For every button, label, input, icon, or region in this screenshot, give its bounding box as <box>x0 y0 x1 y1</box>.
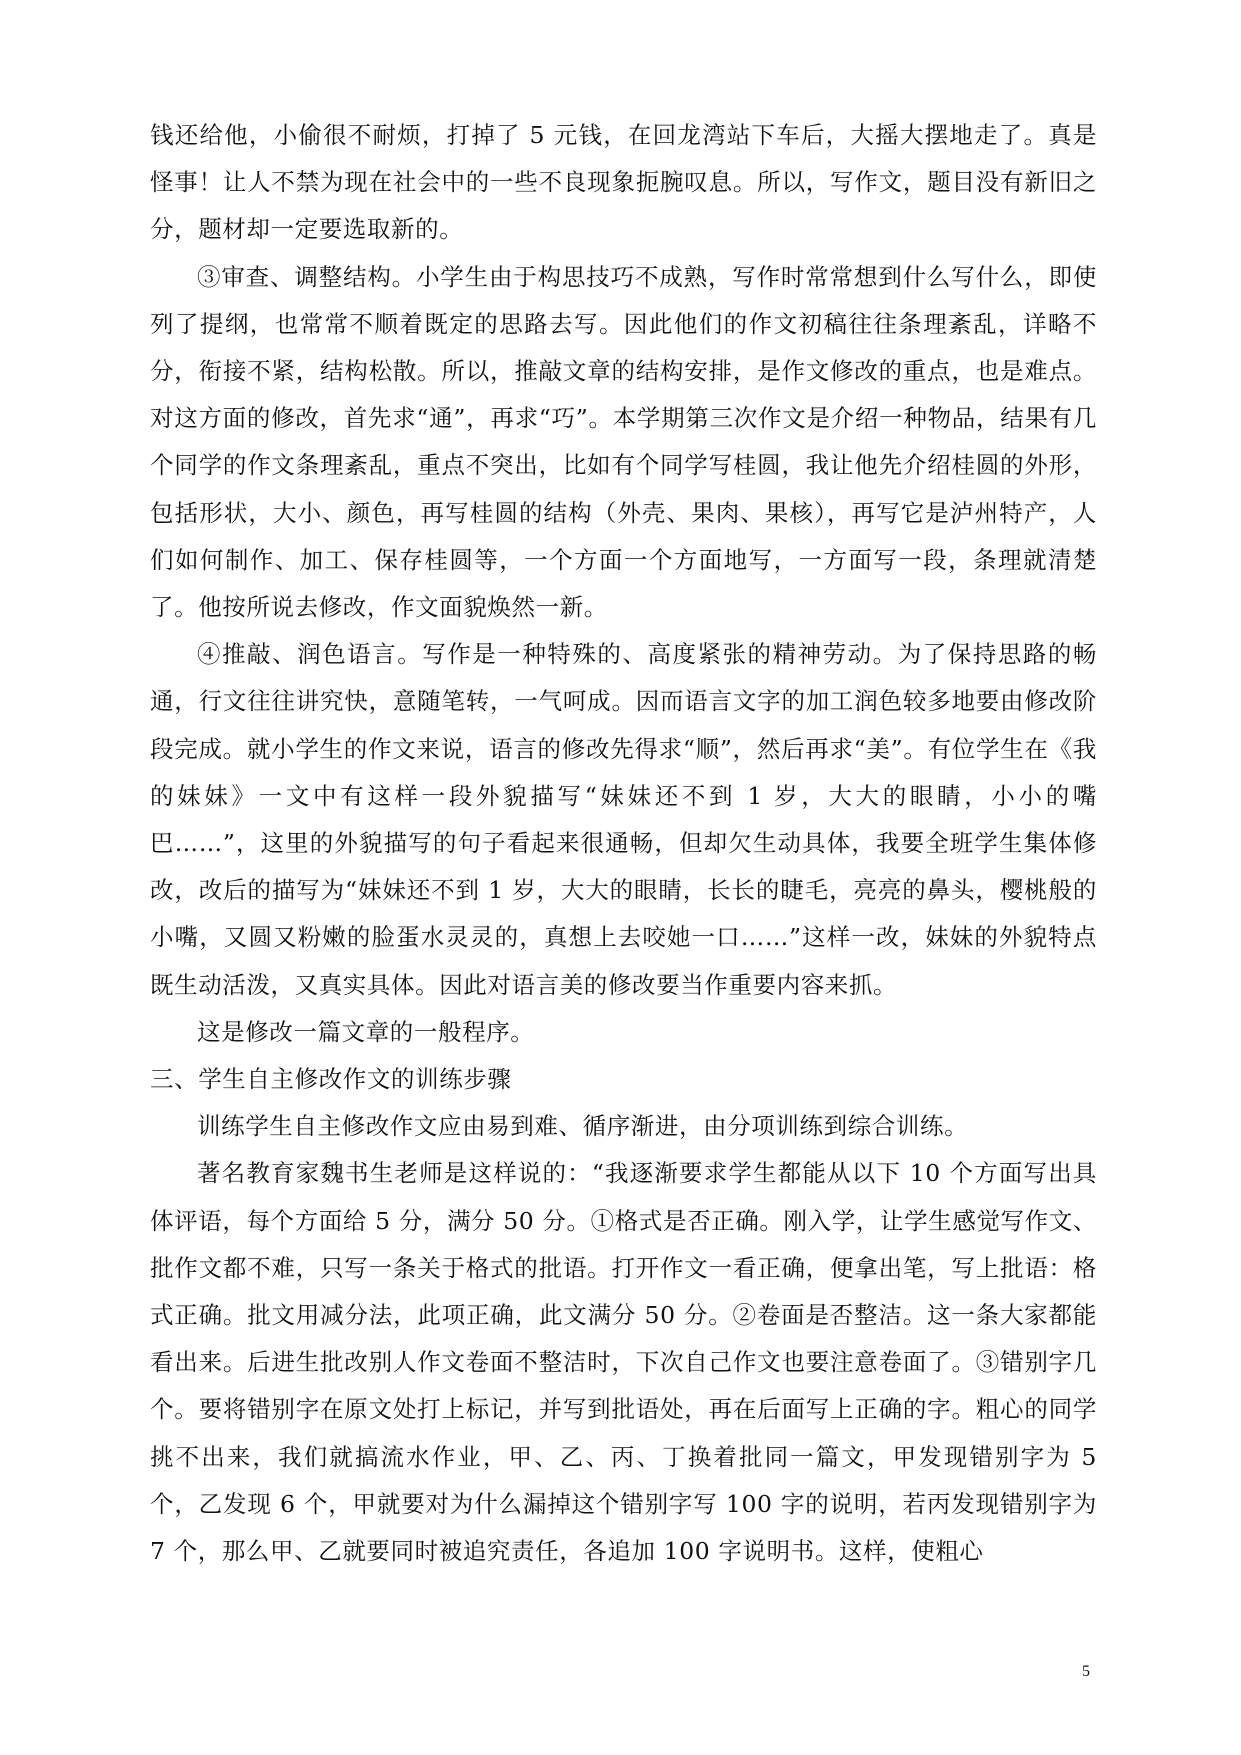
document-page <box>150 112 1097 1575</box>
paragraph-3: ④推敲、润色语言。写作是一种特殊的、高度紧张的精神劳动。为了保持思路的畅通，行文往往讲究快，意随笔转，一气呵成。因而语言文字的加工润色较多地要由修改阶段完成。就小学生的作文来说，语言的修改先得求“顺”，然后再求“美”。有位学生在《我的妹妹》一文中有这样一段外貌描写“妹妹还不到 1 岁，大大的眼睛，小小的嘴巴……”，这里的外貌描写的句子看起来很通畅，但却欠生动具体，我要全班学生集体修改，改后的描写为“妹妹还不到 1 岁，大大的眼睛，长长的睫毛，亮亮的鼻头，樱桃般的小嘴，又圆又粉嫩的脸蛋水灵灵的，真想上去咬她一口……”这样一改，妹妹的外貌特点既生动活泼，又真实具体。因此对语言美的修改要当作重要内容来抓。 <box>150 640 1097 999</box>
paragraph-2: ③审查、调整结构。小学生由于构思技巧不成熟，写作时常常想到什么写什么，即使列了提纲，也常常不顺着既定的思路去写。因此他们的作文初稿往往条理紊乱，详略不分，衔接不紧，结构松散。所以，推敲文章的结构安排，是作文修改的重点，也是难点。对这方面的修改，首先求“通”，再求“巧”。本学期第三次作文是介绍一种物品，结果有几个同学的作文条理紊乱，重点不突出，比如有个同学写桂圆，我让他先介绍桂圆的外形，包括形状，大小、颜色，再写桂圆的结构（外壳、果肉、果核），再写它是泸州特产，人们如何制作、加工、保存桂圆等，一个方面一个方面地写，一方面写一段，条理就清楚了。他按所说去修改，作文面貌焕然一新。 <box>150 262 1097 622</box>
page-number: 5 <box>1082 1663 1090 1680</box>
paragraph-4: 这是修改一篇文章的一般程序。 <box>197 1017 535 1046</box>
paragraph-5: 训练学生自主修改作文应由易到难、循序渐进，由分项训练到综合训练。 <box>197 1112 969 1141</box>
section-heading: 三、学生自主修改作文的训练步骤 <box>150 1065 512 1094</box>
paragraph-6: 著名教育家魏书生老师是这样说的：“我逐渐要求学生都能从以下 10 个方面写出具体评语，每个方面给 5 分，满分 50 分。①格式是否正确。刚入学，让学生感觉写作文、批作文都不难，只写一条关于格式的批语。打开作文一看正确，便拿出笔，写上批语：格式正确。批文用减分法，此项正确，此文满分 50 分。②卷面是否整洁。这一条大家都能看出来。后进生批改别人作文卷面不整洁时，下次自己作文也要注意卷面了。③错别字几个。要将错别字在原文处打上标记，并写到批语处，再在后面写上正确的字。粗心的同学挑不出来，我们就搞流水作业，甲、乙、丙、丁换着批同一篇文，甲发现错别字为 5 个，乙发现 6 个，甲就要对为什么漏掉这个错别字写 100 字的说明，若丙发现错别字为 7 个，那么甲、乙就要同时被追究责任，各追加 100 字说明书。这样，使粗心 <box>150 1159 1097 1566</box>
paragraph-1: 钱还给他，小偷很不耐烦，打掉了 5 元钱，在回龙湾站下车后，大摇大摆地走了。真是怪事！让人不禁为现在社会中的一些不良现象扼腕叹息。所以，写作文，题目没有新旧之分，题材却一定要选取新的。 <box>150 121 1097 244</box>
